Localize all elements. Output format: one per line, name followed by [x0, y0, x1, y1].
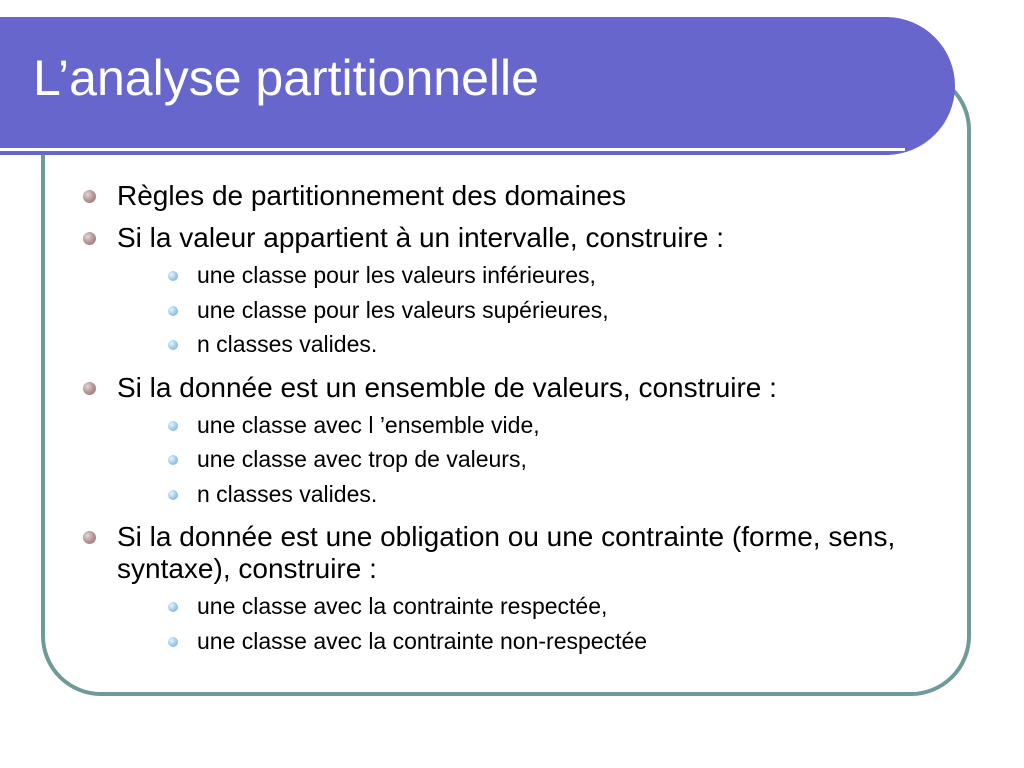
title-underline — [0, 148, 905, 151]
sub-bullet-dot-icon — [168, 306, 178, 316]
bullet-text: Si la valeur appartient à un intervalle, construire : — [117, 222, 724, 253]
bullet-dot-icon — [83, 190, 96, 203]
bullet-text: Règles de partitionnement des domaines — [117, 180, 626, 211]
sub-bullet-item — [117, 258, 952, 293]
bullet-dot-icon — [83, 531, 96, 544]
bullet-item — [82, 521, 952, 658]
sub-bullet-text: une classe avec la contrainte non-respectée — [197, 627, 648, 654]
bullet-item — [82, 180, 952, 212]
sub-bullet-text: une classe pour les valeurs inférieures, — [197, 262, 596, 288]
sub-bullet-dot-icon — [168, 455, 178, 465]
sub-bullet-text: une classe avec l ’ensemble vide, — [197, 411, 540, 438]
sub-bullet-dot-icon — [168, 340, 178, 350]
sub-bullet-text: une classe avec trop de valeurs, — [197, 446, 527, 472]
bullet-list — [82, 180, 952, 658]
sub-bullet-dot-icon — [168, 490, 178, 500]
sub-bullet-dot-icon — [168, 271, 178, 281]
sub-bullet-list — [117, 258, 952, 362]
sub-bullet-item — [117, 442, 952, 477]
bullet-dot-icon — [83, 382, 96, 395]
bullet-text: Si la donnée est une obligation ou une contrainte (forme, sens, syntaxe), construire : — [117, 521, 896, 584]
sub-bullet-item — [117, 589, 952, 624]
sub-bullet-dot-icon — [168, 602, 178, 612]
sub-bullet-item — [117, 408, 952, 443]
sub-bullet-dot-icon — [168, 421, 178, 431]
sub-bullet-text: n classes valides. — [197, 480, 378, 507]
sub-bullet-item — [117, 327, 952, 362]
sub-bullet-text: une classe pour les valeurs supérieures, — [197, 296, 609, 323]
sub-bullet-text: une classe avec la contrainte respectée, — [197, 593, 608, 619]
bullet-text: Si la donnée est un ensemble de valeurs, construire : — [117, 371, 777, 403]
bullet-item — [82, 222, 952, 362]
bullet-item — [82, 372, 952, 512]
sub-bullet-dot-icon — [168, 637, 178, 647]
sub-bullet-item — [117, 293, 952, 328]
sub-bullet-list — [117, 589, 952, 658]
sub-bullet-text: n classes valides. — [197, 331, 378, 357]
slide-title: L’analyse partitionnelle — [33, 50, 539, 106]
sub-bullet-item — [117, 624, 952, 659]
sub-bullet-list — [117, 408, 952, 512]
sub-bullet-item — [117, 477, 952, 512]
bullet-dot-icon — [83, 232, 96, 245]
